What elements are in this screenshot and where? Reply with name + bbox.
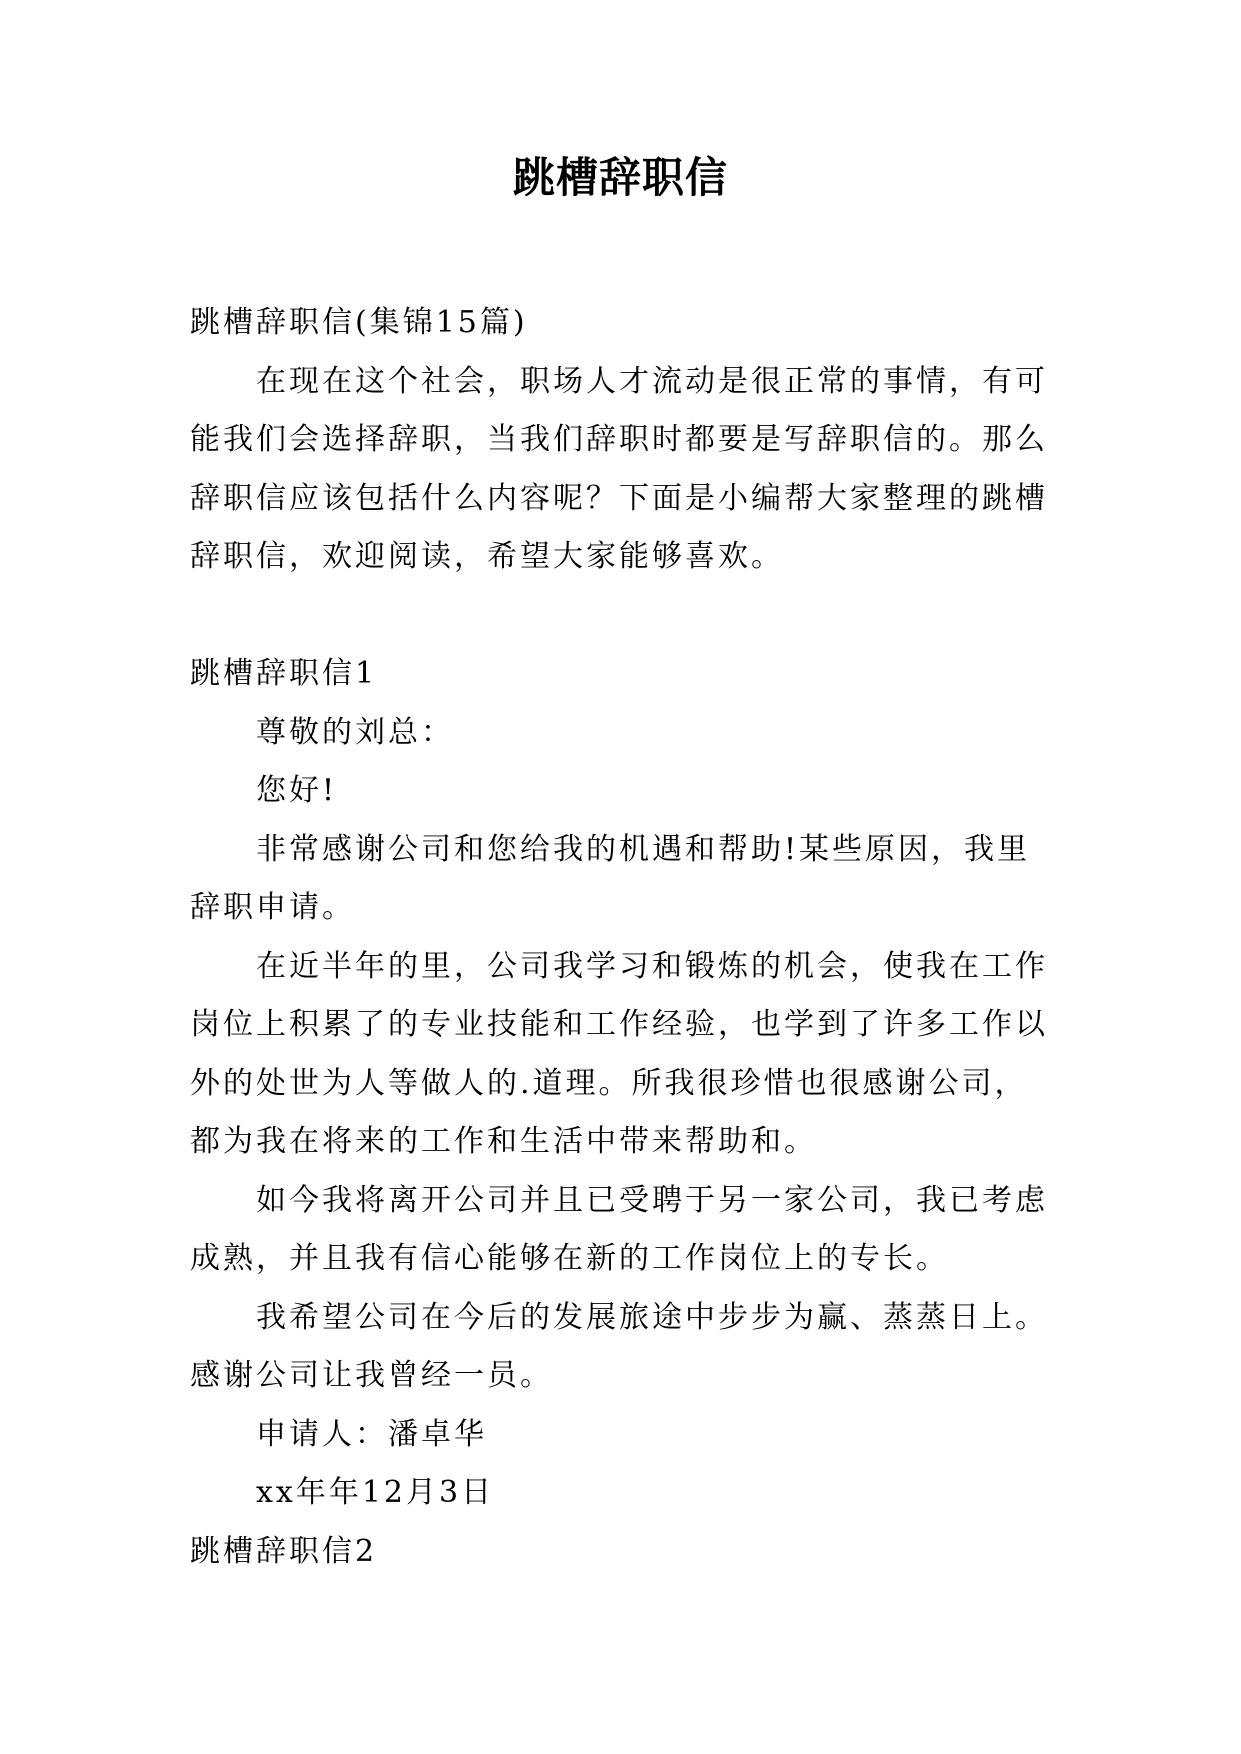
letter-2-heading: 跳槽辞职信2 xyxy=(190,1533,378,1569)
document-body xyxy=(190,294,1060,1581)
letter-date: xx年年12月3日 xyxy=(256,1475,495,1510)
letter-paragraph-1: 非常感谢公司和您给我的机遇和帮助!某些原因，我里辞职申请。 xyxy=(190,831,1031,925)
document-title: 跳槽辞职信 xyxy=(512,153,728,202)
greeting: 您好! xyxy=(256,773,338,808)
letter-paragraph-3: 如今我将离开公司并且已受聘于另一家公司，我已考虑成熟，并且我有信心能够在新的工作岗位上的专长。 xyxy=(190,1182,1048,1276)
salutation: 尊敬的刘总： xyxy=(256,714,454,750)
applicant-signature: 申请人：潘卓华 xyxy=(256,1416,487,1452)
letter-paragraph-4: 我希望公司在今后的发展旅途中步步为赢、蒸蒸日上。感谢公司让我曾经一员。 xyxy=(190,1299,1048,1393)
spacer xyxy=(190,587,1060,646)
intro-paragraph: 在现在这个社会，职场人才流动是很正常的事情，有可能我们会选择辞职，当我们辞职时都要是写辞职信的。那么辞职信应该包括什么内容呢？下面是小编帮大家整理的跳槽辞职信，欢迎阅读，希望大家能够喜欢。 xyxy=(190,363,1048,574)
letter-1-heading: 跳槽辞职信1 xyxy=(190,656,378,691)
letter-paragraph-2: 在近半年的里，公司我学习和锻炼的机会，使我在工作岗位上积累了的专业技能和工作经验，也学到了许多工作以外的处世为人等做人的.道理。所我很珍惜也很感谢公司，都为我在将来的工作和生活中带来帮助和。 xyxy=(190,948,1048,1159)
subtitle: 跳槽辞职信(集锦15篇) xyxy=(190,305,528,340)
